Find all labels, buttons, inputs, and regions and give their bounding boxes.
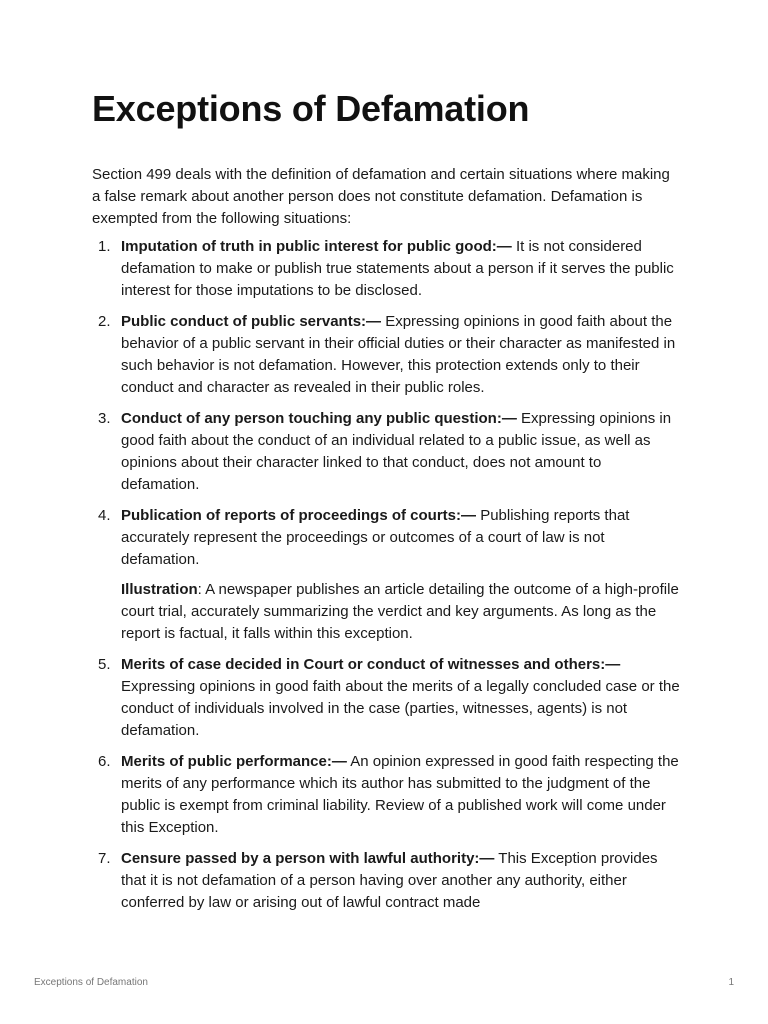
item-heading: Conduct of any person touching any public question:— <box>121 410 517 427</box>
item-number: 4. <box>98 507 111 524</box>
item-text: Expressing opinions in good faith about the behavior of a public servant in their official duties or their character as manifested in such behavior is not defamation. However, this protection extends only to their conduct and character as revealed in their public roles. <box>121 313 676 396</box>
item-heading: Merits of public performance:— <box>121 753 347 770</box>
illustration-label: Illustration <box>121 581 198 598</box>
item-text: It is not considered defamation to make or publish true statements about a person if it serves the public interest for those imputations to be disclosed. <box>121 238 674 299</box>
list-item <box>92 848 682 914</box>
footer-page-number: 1 <box>728 977 734 988</box>
exceptions-list <box>92 236 682 914</box>
item-number: 6. <box>98 753 111 770</box>
item-number: 3. <box>98 410 111 427</box>
item-text: Publishing reports that accurately represent the proceedings or outcomes of a court of law is not defamation. <box>121 507 630 568</box>
item-heading: Censure passed by a person with lawful authority:— <box>121 850 495 867</box>
document-body <box>92 84 682 923</box>
item-heading: Imputation of truth in public interest for public good:— <box>121 238 512 255</box>
item-text: An opinion expressed in good faith respecting the merits of any performance which its author has submitted to the judgment of the public is exempt from criminal liability. Review of a published work will come under this Exception. <box>121 753 679 836</box>
footer-document-title: Exceptions of Defamation <box>34 977 148 988</box>
item-number: 2. <box>98 313 111 330</box>
list-item <box>92 408 682 496</box>
item-heading: Merits of case decided in Court or conduct of witnesses and others:— <box>121 656 621 673</box>
list-item <box>92 654 682 742</box>
item-heading: Publication of reports of proceedings of courts:— <box>121 507 477 524</box>
item-number: 5. <box>98 656 111 673</box>
item-number: 7. <box>98 850 111 867</box>
item-number: 1. <box>98 238 111 255</box>
list-item <box>92 236 682 302</box>
item-text: Expressing opinions in good faith about the conduct of an individual related to a public issue, as well as opinions about their character linked to that conduct, does not amount to defamation. <box>121 410 672 493</box>
item-text: This Exception provides that it is not defamation of a person having over another any authority, either conferred by law or arising out of lawful contract made <box>121 850 658 911</box>
page-title: Exceptions of Defamation <box>92 88 530 129</box>
illustration-text: : A newspaper publishes an article detailing the outcome of a high-profile court trial, accurately summarizing the verdict and key arguments. As long as the report is factual, it falls within this exception. <box>121 581 679 642</box>
list-item <box>92 751 682 839</box>
item-heading: Public conduct of public servants:— <box>121 313 382 330</box>
illustration-paragraph <box>121 579 682 645</box>
list-item <box>92 311 682 399</box>
list-item <box>92 505 682 645</box>
intro-paragraph: Section 499 deals with the definition of defamation and certain situations where making a false remark about another person does not constitute defamation. Defamation is exempted from the following situations: <box>92 166 670 227</box>
item-text: Expressing opinions in good faith about the merits of a legally concluded case or the conduct of individuals involved in the case (parties, witnesses, agents) is not defamation. <box>121 678 680 739</box>
